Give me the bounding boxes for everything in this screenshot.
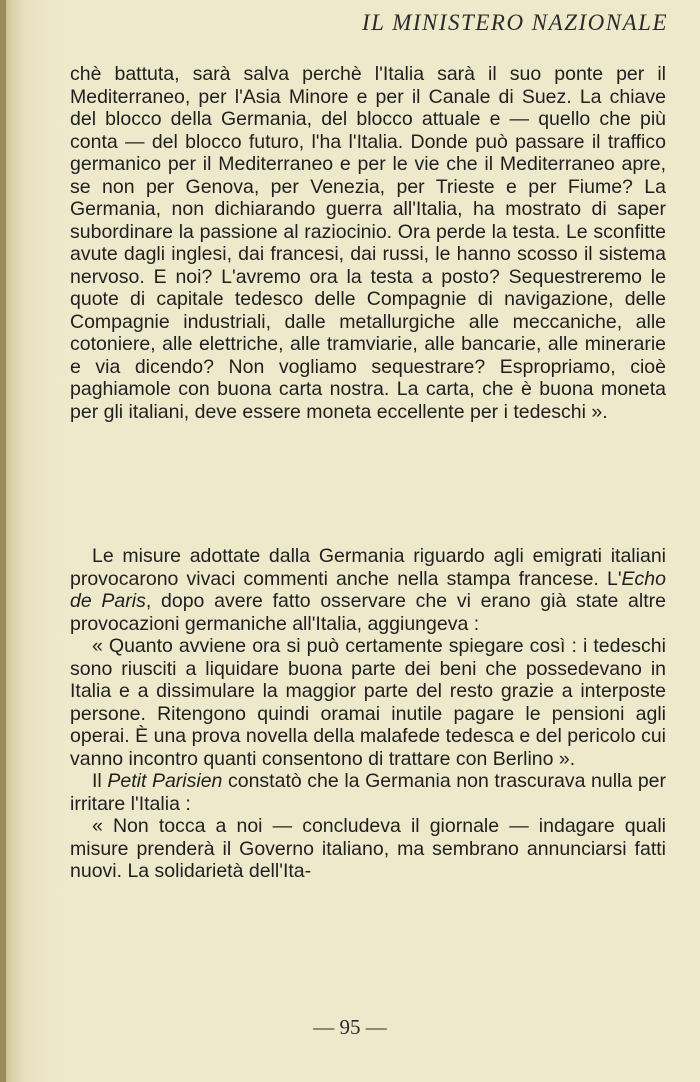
newspaper-title-echo-de-paris: Echo de Paris <box>70 567 666 612</box>
paragraph-text: Il <box>92 770 108 792</box>
paragraph-text: , dopo avere fatto osservare che vi erano già state altre provocazioni germaniche all'Italia, aggiungeva : <box>70 590 666 635</box>
newspaper-title-petit-parisien: Petit Parisien <box>107 770 223 792</box>
page-spine-shadow <box>0 0 6 1082</box>
paragraph-continuation: chè battuta, sarà salva perchè l'Italia sarà il suo ponte per il Mediterraneo, per l'Asia Minore e per il Canale di Suez. La chiave del blocco della Germania, del blocco attuale e — quello che più conta — del blocco futuro, l'ha l'Italia. Donde può passare il traffico germanico per il Mediterraneo e per le vie che il Mediterraneo apre, se non per Genova, per Venezia, per Trieste e per Fiume? La Germania, non dichiarando guerra all'Italia, ha mostrato di saper subordinare la passione al raziocinio. Ora perde la testa. Le sconfitte avute dagli inglesi, dai francesi, dai russi, le hanno scosso il sistema nervoso. E noi? L'avremo ora la testa a posto? Sequestreremo le quote di capitale tedesco delle Compagnie di navigazione, delle Compagnie industriali, dalle metallurgiche alle meccaniche, alle cotoniere, alle elettriche, alle tramviarie, alle bancarie, alle minerarie e via dicendo? Non vogliamo sequestrare? Espropriamo, cioè paghiamole con buona carta nostra. La carta, che è buona moneta per gli italiani, deve essere moneta eccellente per i tedeschi ». <box>70 63 666 423</box>
paragraph-quote-parisien: « Non tocca a noi — concludeva il giornale — indagare quali misure prenderà il Governo italiano, ma sembrano annunciarsi fatti nuovi. La solidarietà dell'Ita- <box>70 815 666 882</box>
text-block-continuation <box>70 63 666 423</box>
text-block-main <box>70 545 666 883</box>
paragraph-echo-de-paris <box>70 545 666 635</box>
paragraph-text: Le misure adottate dalla Germania riguardo agli emigrati italiani provocarono vivaci commenti anche nella stampa francese. L' <box>70 545 666 590</box>
paragraph-quote-echo: « Quanto avviene ora si può certamente spiegare così : i tedeschi sono riusciti a liquidare buona parte dei beni che possedevano in Italia e a dissimulare la maggior parte del resto grazie a interposte persone. Ritengono quindi oramai inutile pagare le pensioni agli operai. È una prova novella della malafede tedesca e del pericolo cui vanno incontro quanti consentono di trattare con Berlino ». <box>70 635 666 770</box>
page-number: — 95 — <box>313 1015 387 1039</box>
paragraph-petit-parisien <box>70 770 666 815</box>
paragraph-text: constatò che la Germania non trascurava nulla per irritare l'Italia : <box>70 770 667 815</box>
running-head: IL MINISTERO NAZIONALE <box>361 10 668 35</box>
